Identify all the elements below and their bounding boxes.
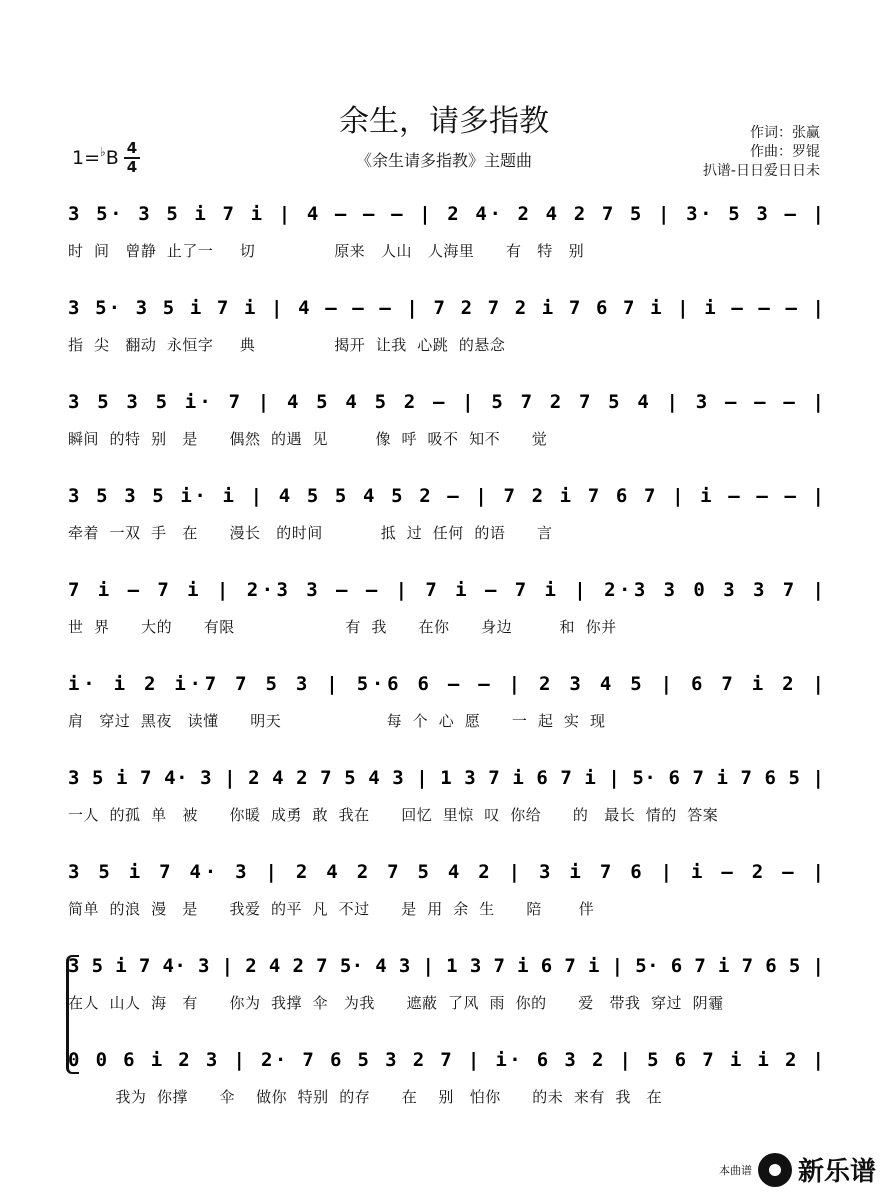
time-signature-bottom: 4 [124,157,140,176]
record-logo-icon [758,1153,792,1187]
notation-line [0,854,888,894]
score-row [0,572,888,662]
notation-line [0,1042,888,1082]
lyric-line: 简单 的浪 漫 是 我爱 的平 凡 不过 是 用 余 生 陪 伴 [68,900,595,918]
notation-text: 3 5 3 5 i· i | 4 5 5 4 5 2 – | 7 2 i 7 6 7 | i – – – | [68,485,825,507]
score-row [0,384,888,474]
notation-text: 0 0 6 i 2 3 | 2· 7 6 5 3 2 7 | i· 6 3 2 | 5 6 7 i i 2 | [68,1049,824,1071]
notation-line [0,572,888,612]
notation-line [0,384,888,424]
notation-text: 7 i – 7 i | 2·3 3 – – | 7 i – 7 i | 2·3 3 0 3 3 7 | [68,579,824,601]
notation-text: 3 5 i 7 4· 3 | 2 4 2 7 5 4 2 | 3 i 7 6 | i – 2 – | [68,861,825,883]
flat-sign: ♭ [100,145,106,159]
notation-line [0,948,888,988]
lyric-line: 在人 山人 海 有 你为 我撑 伞 为我 遮蔽 了风 雨 你的 爱 带我 穿过 阴霾 [68,994,724,1012]
key-signature [72,147,119,169]
lyric-line: 肩 穿过 黑夜 读懂 明天 每 个 心 愿 一 起 实 现 [68,712,606,730]
notation-text: i· i 2 i·7 7 5 3 | 5·6 6 – – | 2 3 4 5 | 6 7 i 2 | [68,673,825,695]
score-row [0,478,888,568]
lyric-line: 牵着 一双 手 在 漫长 的时间 抵 过 任何 的语 言 [68,524,553,542]
notation-text: 3 5 3 5 i· 7 | 4 5 4 5 2 – | 5 7 2 7 5 4 | 3 – – – | [68,391,824,413]
footer-brand-name: 新乐谱 [797,1157,876,1187]
notation-text: 3 5· 3 5 i 7 i | 4 – – – | 2 4· 2 4 2 7 5 | 3· 5 3 – | [68,203,825,225]
page-subtitle: 《余生请多指教》主题曲 [355,151,532,170]
notation-line [0,290,888,330]
notation-line [0,666,888,706]
footer-small-text: 本曲谱 [718,1163,752,1177]
lyric-line: 指 尖 翻动 永恒字 典 揭开 让我 心跳 的悬念 [68,336,506,354]
lyric-line: 我为 你撑 伞 做你 特别 的存 在 别 怕你 的未 来有 我 在 [68,1088,663,1106]
composer-credit: 作曲：罗锟 [750,144,820,160]
notation-line [0,760,888,800]
transcriber-credit: 扒谱-日日爱日日未 [702,163,820,179]
lyric-line: 世 界 大的 有限 有 我 在你 身边 和 你并 [68,618,617,636]
score-row [0,760,888,850]
page-title: 余生，请多指教 [339,104,549,139]
lyric-line: 一人 的孤 单 被 你暖 成勇 敢 我在 回忆 里惊 叹 你给 的 最长 情的 答案 [68,806,719,824]
footer-brand [719,1151,876,1188]
score-row [0,290,888,380]
time-signature-top: 4 [126,139,138,157]
time-signature [124,140,140,176]
lyric-line: 瞬间 的特 别 是 偶然 的遇 见 像 呼 吸不 知不 觉 [68,430,548,448]
score-row [0,1042,888,1132]
score-row [0,666,888,756]
notation-line [0,196,888,236]
score-row [0,854,888,944]
notation-text: 3 5 i 7 4· 3 | 2 4 2 7 5 4 3 | 1 3 7 i 6 7 i | 5· 6 7 i 7 6 5 | [68,767,824,789]
key-note: B [105,147,119,169]
lyricist-credit: 作词：张赢 [750,125,820,141]
notation-text: 3 5 i 7 4· 3 | 2 4 2 7 5· 4 3 | 1 3 7 i 6 7 i | 5· 6 7 i 7 6 5 | [68,955,824,977]
notation-line [0,478,888,518]
score-row [0,196,888,286]
lyric-line: 时 间 曾静 止了一 切 原来 人山 人海里 有 特 别 [68,242,585,260]
score-row [0,948,888,1038]
key-prefix: 1= [72,147,101,169]
notation-text: 3 5· 3 5 i 7 i | 4 – – – | 7 2 7 2 i 7 6 7 i | i – – – | [68,297,824,319]
system-bracket [66,955,79,1074]
